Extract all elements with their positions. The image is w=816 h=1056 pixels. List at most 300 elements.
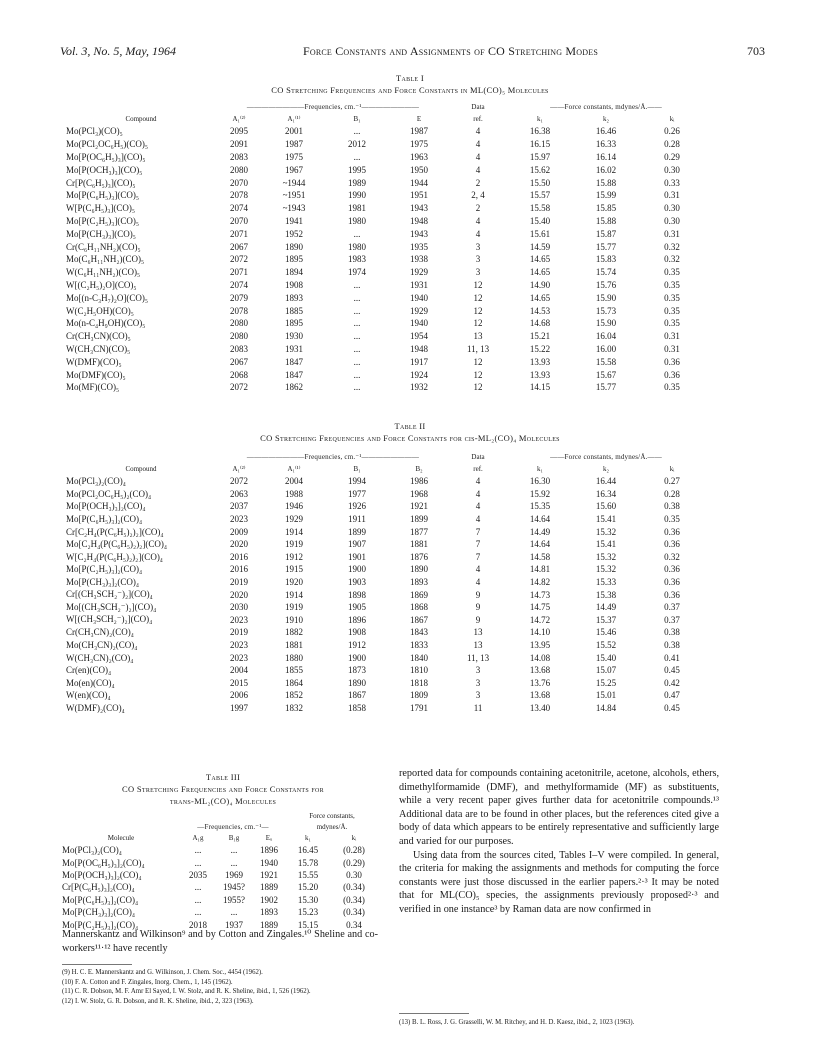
value-cell: ...: [353, 228, 361, 239]
compound-cell: Mo[P(OC₆H₅)₃](CO)₅: [66, 151, 146, 162]
value-cell: 13.95: [529, 640, 551, 651]
value-cell: 2016: [230, 551, 248, 562]
value-cell: 14.68: [529, 318, 551, 329]
value-cell: 15.32: [595, 551, 617, 562]
value-cell: 15.50: [529, 177, 551, 188]
value-cell: 1994: [348, 476, 366, 487]
value-cell: 16.34: [595, 488, 617, 499]
value-cell: 1987: [285, 139, 303, 150]
compound-cell: Mo[P(C₆H₅)₃]₂(CO)₄: [62, 894, 139, 905]
value-cell: 15.07: [595, 665, 617, 676]
value-cell: 2091: [230, 139, 248, 150]
value-cell: 1995: [348, 164, 366, 175]
table-3-header-row: [62, 832, 378, 844]
value-cell: 14.49: [529, 526, 551, 537]
value-cell: 1840: [410, 652, 429, 663]
table-row: [66, 626, 706, 639]
value-cell: 0.36: [664, 356, 680, 367]
compound-cell: Mo[P(OC₆H₅)₃]₂(CO)₄: [62, 857, 145, 868]
value-cell: 1919: [285, 602, 303, 613]
value-cell: 1968: [410, 488, 429, 499]
table-3-force-span-2: mdynes/Å.: [316, 822, 348, 831]
value-cell: 11: [473, 702, 483, 713]
table-3-caption: [58, 771, 388, 807]
value-cell: ...: [353, 292, 361, 303]
value-cell: 15.88: [595, 177, 617, 188]
value-cell: ...: [353, 126, 361, 137]
value-cell: 1943: [410, 203, 429, 214]
value-cell: 2080: [230, 164, 248, 175]
value-cell: 7: [475, 539, 481, 550]
value-cell: ...: [194, 857, 202, 868]
table2-col-header: ref.: [473, 465, 483, 473]
value-cell: 1941: [285, 215, 303, 226]
table-row: [66, 330, 706, 343]
value-cell: 2001: [285, 126, 303, 137]
value-cell: 1912: [348, 640, 366, 651]
value-cell: 1810: [410, 665, 429, 676]
value-cell: 1946: [285, 501, 303, 512]
table-row: [66, 525, 706, 538]
value-cell: 4: [475, 228, 481, 239]
table1-col-header: k₂: [603, 115, 609, 123]
value-cell: 2023: [230, 614, 248, 625]
value-cell: 0.38: [664, 501, 680, 512]
table-3-force-span-1: Force constants,: [309, 811, 355, 820]
value-cell: 0.35: [664, 382, 680, 393]
value-cell: 1899: [410, 514, 429, 525]
value-cell: 2078: [230, 190, 248, 201]
value-cell: 1889: [260, 882, 278, 893]
table1-col-header: A₁⁽²⁾: [232, 115, 246, 123]
value-cell: 14.58: [529, 551, 551, 562]
value-cell: ~1951: [282, 190, 306, 201]
compound-cell: Mo(PCl₂OC₆H₅)₂(CO)₄: [66, 488, 152, 499]
value-cell: 0.37: [664, 602, 680, 613]
value-cell: 4: [475, 126, 481, 137]
value-cell: 0.36: [664, 589, 680, 600]
value-cell: 1929: [410, 305, 429, 316]
value-cell: 1900: [348, 652, 366, 663]
compound-cell: Mo[P(C₂H₅)₃](CO)₅: [66, 215, 140, 226]
value-cell: 2080: [230, 318, 248, 329]
table-row: [66, 614, 706, 627]
value-cell: 1940: [410, 318, 429, 329]
value-cell: 0.34: [346, 919, 362, 930]
value-cell: 1877: [410, 526, 429, 537]
value-cell: 15.87: [595, 228, 617, 239]
value-cell: (0.29): [343, 857, 365, 868]
value-cell: 2067: [230, 241, 248, 252]
table-2-freq-span: ————————Frequencies, cm.⁻¹————————: [246, 453, 420, 461]
value-cell: ...: [353, 279, 361, 290]
right-paragraph-2: Using data from the sources cited, Tables I–V were compiled. In general, the criteria for making the assignments and methods for computing the force constants were just those discussed in the earlier papers.²·³ It may be noted that for ML(CO)₅ species, the assignments previously proposed²·³ and verified in one instance³ by Raman data are now confirmed in: [399, 849, 719, 915]
value-cell: 1981: [348, 203, 366, 214]
table-row: [66, 125, 706, 138]
value-cell: 15.77: [595, 382, 617, 393]
footnote-rule-right: [399, 1013, 469, 1014]
table-row: [66, 588, 706, 601]
value-cell: 1932: [410, 382, 429, 393]
compound-cell: Mo[P(OCH₃)₃]₂(CO)₄: [66, 501, 146, 512]
value-cell: 2018: [189, 919, 207, 930]
value-cell: 1938: [410, 254, 429, 265]
value-cell: 0.42: [664, 677, 680, 688]
value-cell: 1895: [285, 318, 303, 329]
compound-cell: Mo[P(C₆H₅)₃]₂(CO)₄: [66, 514, 143, 525]
table-1: [66, 101, 706, 394]
value-cell: 12: [473, 369, 483, 380]
value-cell: 14.81: [529, 564, 551, 575]
table-2-force-span: ——Force constants, mdynes/Å.——: [550, 453, 662, 461]
value-cell: 15.32: [595, 564, 617, 575]
value-cell: 14.64: [529, 514, 551, 525]
value-cell: 16.46: [595, 126, 617, 137]
value-cell: 2: [475, 177, 481, 188]
value-cell: 0.30: [346, 869, 362, 880]
value-cell: 1893: [260, 907, 278, 918]
value-cell: ...: [353, 343, 361, 354]
table-row: [66, 639, 706, 652]
table-1-label: Table I: [396, 73, 424, 83]
value-cell: 15.21: [529, 331, 551, 342]
value-cell: 15.97: [529, 151, 551, 162]
compound-cell: Cr[P(C₆H₅)₃](CO)₅: [66, 177, 136, 188]
value-cell: 13.93: [529, 356, 551, 367]
footnote: (12) I. W. Stolz, G. R. Dobson, and R. K. Sheline, ibid., 2, 323 (1963).: [62, 997, 254, 1005]
table-row: [66, 317, 706, 330]
value-cell: 1893: [410, 577, 429, 588]
value-cell: 1908: [348, 627, 366, 638]
compound-cell: Mo[P(CH₃)₃]₂(CO)₄: [62, 907, 136, 918]
value-cell: 2037: [230, 501, 248, 512]
value-cell: 15.30: [297, 894, 319, 905]
value-cell: 1921: [410, 501, 429, 512]
value-cell: 0.36: [664, 526, 680, 537]
page-number: 703: [747, 44, 765, 58]
compound-cell: Mo[(CH₃SCH₂⁻)₂](CO)₄: [66, 601, 157, 612]
value-cell: 11, 13: [466, 343, 490, 354]
value-cell: 1869: [410, 589, 429, 600]
compound-cell: Mo(DMF)(CO)₅: [66, 369, 126, 380]
value-cell: ...: [194, 894, 202, 905]
value-cell: 12: [473, 292, 483, 303]
table-row: [66, 513, 706, 526]
value-cell: 1847: [285, 369, 303, 380]
table-row: [62, 894, 378, 906]
table-row: [66, 488, 706, 501]
value-cell: 0.30: [664, 203, 680, 214]
value-cell: 14.15: [529, 382, 551, 393]
compound-cell: W(en)(CO)₄: [66, 690, 111, 701]
value-cell: 0.45: [664, 665, 680, 676]
value-cell: 15.25: [595, 677, 617, 688]
table-row: [62, 844, 378, 856]
table1-col-header: E: [416, 115, 422, 123]
value-cell: 1944: [410, 177, 429, 188]
value-cell: 2016: [230, 564, 248, 575]
value-cell: 3: [475, 665, 481, 676]
value-cell: 2072: [230, 476, 248, 487]
table3-col-header: kᵢ: [351, 834, 357, 842]
value-cell: 1893: [285, 292, 303, 303]
value-cell: 2072: [230, 254, 248, 265]
value-cell: 1931: [285, 343, 303, 354]
table-row: [62, 856, 378, 868]
compound-cell: Cr(CH₃CN)(CO)₅: [66, 331, 131, 342]
table2-col-header: kᵢ: [669, 465, 675, 473]
value-cell: 1917: [410, 356, 429, 367]
value-cell: 1963: [410, 151, 429, 162]
value-cell: 0.32: [664, 551, 680, 562]
table1-col-header: Compound: [125, 115, 157, 123]
value-cell: ...: [353, 318, 361, 329]
value-cell: 0.28: [664, 139, 680, 150]
value-cell: 2063: [230, 488, 248, 499]
value-cell: 15.32: [595, 526, 617, 537]
value-cell: (0.34): [343, 894, 365, 905]
table-row: [66, 689, 706, 702]
footnotes-left: [62, 968, 380, 1006]
value-cell: 1911: [348, 514, 366, 525]
value-cell: 4: [475, 514, 481, 525]
value-cell: 13.93: [529, 369, 551, 380]
value-cell: 0.47: [664, 690, 680, 701]
value-cell: 2070: [230, 177, 248, 188]
value-cell: 15.92: [529, 488, 551, 499]
compound-cell: Mo(PCl₃)(CO)₅: [66, 126, 123, 137]
value-cell: 1791: [410, 702, 429, 713]
value-cell: 15.35: [529, 501, 551, 512]
compound-cell: Cr(en)(CO)₄: [66, 665, 112, 676]
value-cell: ...: [230, 857, 238, 868]
table-row: [66, 291, 706, 304]
value-cell: 1914: [285, 526, 303, 537]
compound-cell: Mo[P(OCH₃)₃](CO)₅: [66, 164, 143, 175]
value-cell: 1832: [285, 702, 303, 713]
running-title: Force Constants and Assignments of CO Stretching Modes: [303, 44, 598, 58]
value-cell: ...: [194, 907, 202, 918]
value-cell: ~1944: [282, 177, 306, 188]
compound-cell: Mo[P(CH₃)₃](CO)₅: [66, 228, 136, 239]
value-cell: 15.55: [297, 869, 319, 880]
value-cell: 0.36: [664, 539, 680, 550]
value-cell: 2023: [230, 640, 248, 651]
compound-cell: Mo(PCl₂OC₆H₅)(CO)₅: [66, 139, 149, 150]
value-cell: 15.37: [595, 614, 617, 625]
value-cell: 15.77: [595, 241, 617, 252]
value-cell: 4: [475, 577, 481, 588]
value-cell: (0.28): [343, 845, 365, 856]
table2-col-header: B₂: [415, 465, 423, 473]
table3-col-header: A₁g: [192, 834, 204, 842]
value-cell: 1895: [285, 254, 303, 265]
value-cell: ~1943: [282, 203, 306, 214]
value-cell: 1809: [410, 690, 429, 701]
compound-cell: Mo(MF)(CO)₅: [66, 382, 120, 393]
value-cell: 1987: [410, 126, 429, 137]
volume-info: Vol. 3, No. 5, May, 1964: [60, 44, 176, 58]
value-cell: 13: [473, 627, 483, 638]
value-cell: 1931: [410, 279, 429, 290]
value-cell: 1912: [285, 551, 303, 562]
value-cell: 16.45: [297, 845, 319, 856]
value-cell: 1898: [348, 589, 366, 600]
value-cell: 1899: [348, 526, 366, 537]
value-cell: 16.00: [595, 343, 617, 354]
value-cell: 1852: [285, 690, 303, 701]
value-cell: 1902: [260, 894, 278, 905]
value-cell: 1954: [410, 331, 429, 342]
value-cell: 15.33: [595, 577, 617, 588]
value-cell: ...: [194, 882, 202, 893]
value-cell: 1864: [285, 677, 303, 688]
value-cell: 3: [475, 267, 481, 278]
table-3-title-2: trans-ML₂(CO)₄ Molecules: [169, 796, 277, 806]
value-cell: 1921: [260, 869, 278, 880]
table2-col-header: A₁⁽¹⁾: [287, 465, 301, 473]
table-row: [66, 279, 706, 292]
value-cell: 1868: [410, 602, 429, 613]
value-cell: 1882: [285, 627, 303, 638]
table3-col-header: Eᵤ: [265, 834, 273, 842]
value-cell: (0.34): [343, 882, 365, 893]
table-row: [66, 176, 706, 189]
value-cell: 9: [475, 589, 481, 600]
value-cell: 4: [475, 139, 481, 150]
value-cell: ...: [230, 845, 238, 856]
table-2-data-label: Data: [471, 453, 485, 461]
value-cell: 1843: [410, 627, 429, 638]
value-cell: 1980: [348, 241, 366, 252]
table-row: [66, 475, 706, 488]
value-cell: 2070: [230, 215, 248, 226]
value-cell: 14.64: [529, 539, 551, 550]
table-row: [66, 381, 706, 394]
value-cell: 1997: [230, 702, 248, 713]
compound-cell: W(C₆H₁₁NH₂)(CO)₅: [66, 267, 141, 278]
value-cell: 2006: [230, 690, 248, 701]
value-cell: 1915: [285, 564, 303, 575]
table-row: [66, 355, 706, 368]
value-cell: 15.73: [595, 305, 617, 316]
value-cell: 2023: [230, 652, 248, 663]
value-cell: 15.41: [595, 539, 617, 550]
value-cell: 1867: [410, 614, 429, 625]
table1-col-header: k₁: [537, 115, 543, 123]
value-cell: 0.32: [664, 254, 680, 265]
compound-cell: Mo(CH₃CN)₂(CO)₄: [66, 640, 138, 651]
value-cell: 1910: [285, 614, 303, 625]
value-cell: 2079: [230, 292, 248, 303]
value-cell: 4: [475, 501, 481, 512]
value-cell: 1889: [260, 919, 278, 930]
value-cell: 0.29: [664, 151, 680, 162]
table-row: [66, 702, 706, 715]
value-cell: 15.76: [595, 279, 617, 290]
value-cell: 2019: [230, 627, 248, 638]
table-row: [66, 240, 706, 253]
value-cell: 1977: [348, 488, 366, 499]
value-cell: 14.65: [529, 254, 551, 265]
value-cell: 11, 13: [466, 652, 490, 663]
table-1-body: [66, 125, 706, 394]
value-cell: 7: [475, 551, 481, 562]
value-cell: 1950: [410, 164, 429, 175]
table-row: [66, 253, 706, 266]
value-cell: 15.15: [297, 919, 319, 930]
value-cell: 1881: [410, 539, 429, 550]
compound-cell: Mo(C₆H₁₁NH₂)(CO)₅: [66, 254, 145, 265]
value-cell: ...: [353, 151, 361, 162]
value-cell: 4: [475, 164, 481, 175]
value-cell: 0.35: [664, 318, 680, 329]
table-1-freq-span: ————————Frequencies, cm.⁻¹————————: [246, 103, 420, 111]
value-cell: 2095: [230, 126, 248, 137]
compound-cell: W(CH₃CN)₂(CO)₄: [66, 652, 134, 663]
table-3-title-1: CO Stretching Frequencies and Force Constants for: [122, 784, 324, 794]
value-cell: 14.65: [529, 267, 551, 278]
table1-col-header: B₁: [353, 115, 361, 123]
value-cell: 1974: [348, 267, 366, 278]
value-cell: 15.90: [595, 292, 617, 303]
value-cell: 1980: [348, 215, 366, 226]
compound-cell: W(DMF)₂(CO)₄: [66, 702, 125, 713]
table-row: [62, 906, 378, 918]
value-cell: 0.30: [664, 164, 680, 175]
value-cell: 2074: [230, 203, 248, 214]
value-cell: 0.36: [664, 564, 680, 575]
value-cell: 0.35: [664, 305, 680, 316]
value-cell: 14.59: [529, 241, 551, 252]
value-cell: 15.61: [529, 228, 551, 239]
value-cell: 4: [475, 215, 481, 226]
table-row: [66, 664, 706, 677]
value-cell: 1948: [410, 215, 429, 226]
footnote-rule-left: [62, 964, 132, 965]
table-2: [66, 451, 706, 714]
value-cell: 12: [473, 382, 483, 393]
value-cell: 14.82: [529, 577, 551, 588]
value-cell: 0.27: [664, 476, 680, 487]
value-cell: 14.08: [529, 652, 551, 663]
value-cell: 1924: [410, 369, 429, 380]
value-cell: 16.38: [529, 126, 551, 137]
value-cell: 0.33: [664, 177, 680, 188]
table2-col-header: Compound: [125, 465, 157, 473]
table-row: [66, 551, 706, 564]
value-cell: 1952: [285, 228, 303, 239]
value-cell: ...: [230, 907, 238, 918]
table-2-body: [66, 475, 706, 714]
value-cell: 1929: [285, 514, 303, 525]
value-cell: 0.26: [664, 126, 680, 137]
value-cell: 0.31: [664, 343, 680, 354]
table-3-label: Table III: [205, 772, 241, 782]
compound-cell: W(C₂H₅OH)(CO)₅: [66, 305, 134, 316]
value-cell: 15.78: [297, 857, 319, 868]
compound-cell: Cr[(CH₃SCH₂⁻)₂](CO)₄: [66, 589, 153, 600]
value-cell: 13.40: [529, 702, 551, 713]
value-cell: 1986: [410, 476, 429, 487]
compound-cell: Mo[C₂H₄(P(C₆H₅)₂)₂](CO)₄: [66, 539, 167, 550]
value-cell: 15.40: [595, 652, 617, 663]
value-cell: 0.32: [664, 241, 680, 252]
value-cell: 1901: [348, 551, 366, 562]
value-cell: 9: [475, 614, 481, 625]
value-cell: 1943: [410, 228, 429, 239]
value-cell: 0.36: [664, 369, 680, 380]
